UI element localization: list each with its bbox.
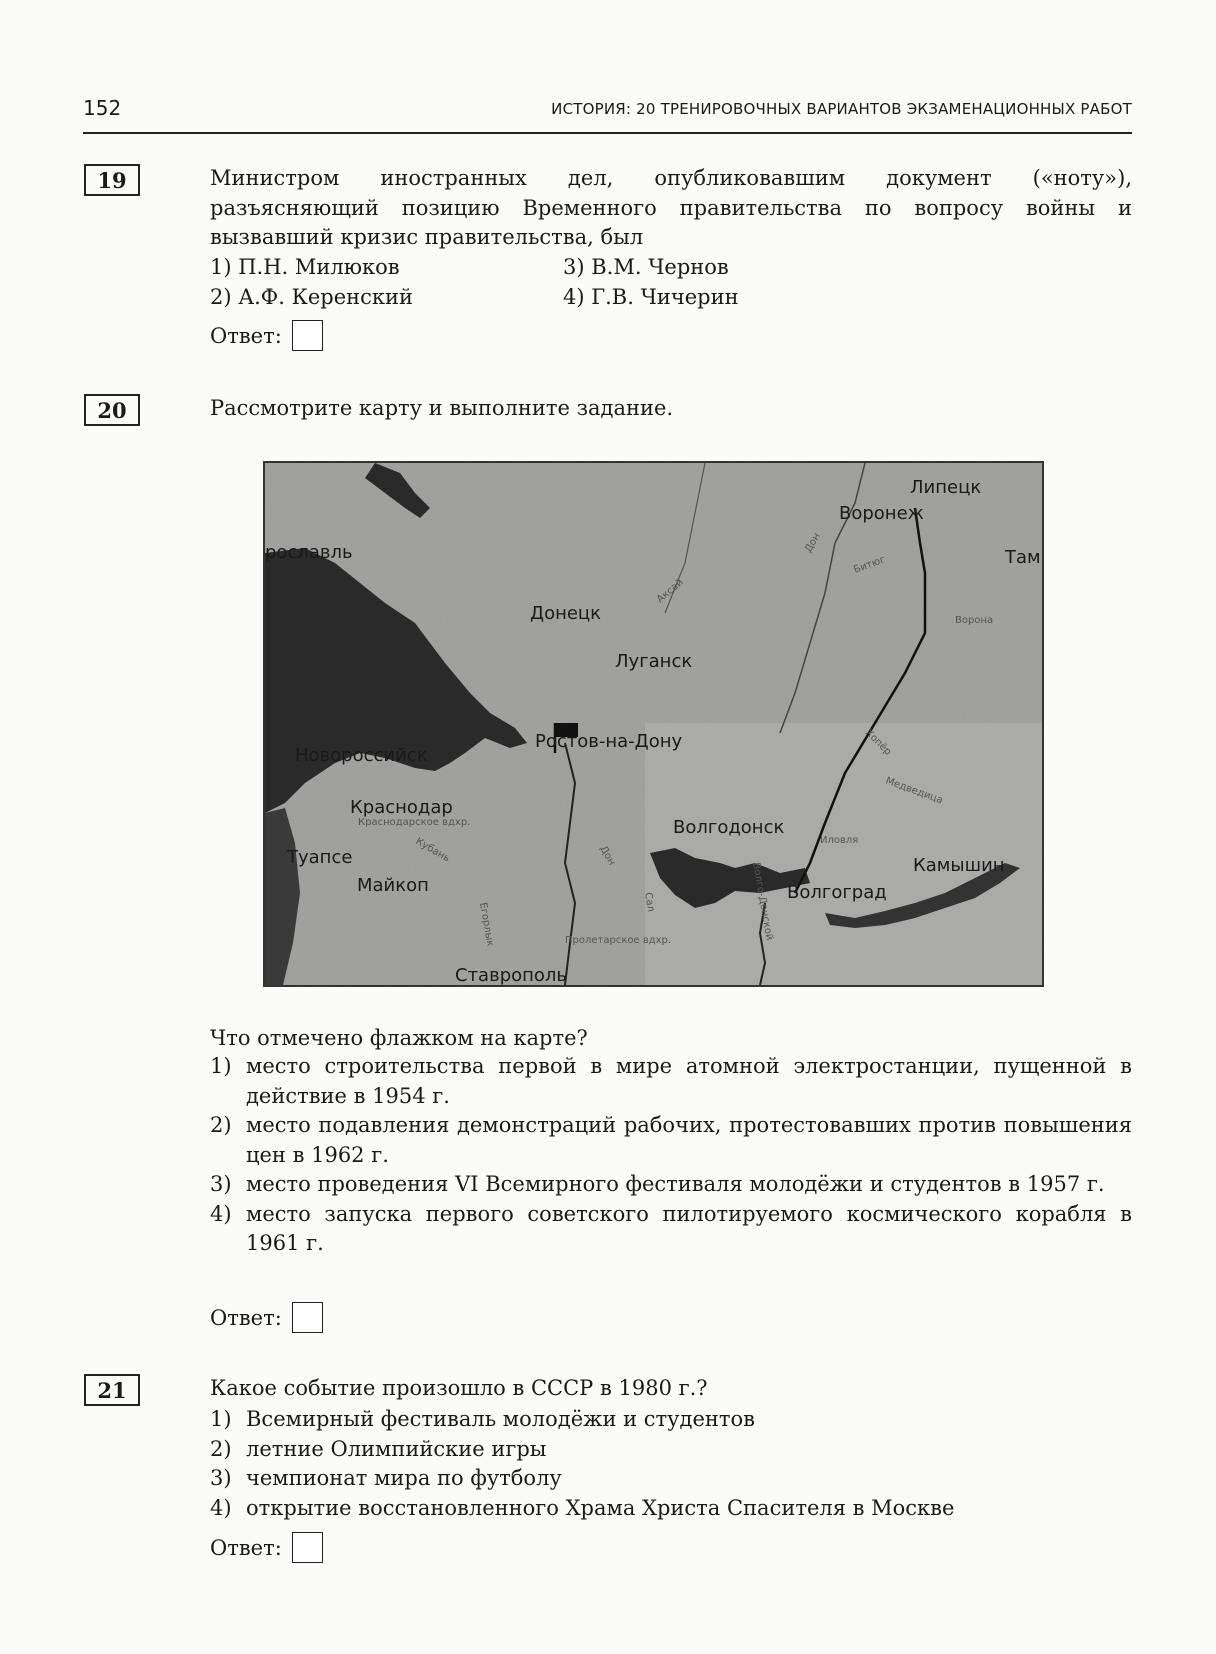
- city-volgodonsk: Волгодонск: [673, 817, 785, 838]
- city-voronezh: Воронеж: [839, 503, 924, 524]
- river-label: Пролетарское вдхр.: [565, 935, 672, 946]
- question-21-stem: Какое событие произошло в СССР в 1980 г.?: [210, 1376, 708, 1400]
- river-label: Егорлык: [477, 901, 496, 948]
- city-tambov: Там: [1005, 547, 1041, 568]
- question-19-options-left: [210, 253, 413, 312]
- question-20-question: Что отмечено флажком на карте?: [210, 1026, 588, 1050]
- q19-option-3: 3) В.М. Чернов: [563, 255, 729, 279]
- q20-option: 3) место проведения VI Всемирного фестиваля молодёжи и студентов в 1957 г.: [210, 1172, 1105, 1196]
- river-label: Хопёр: [862, 727, 894, 758]
- question-20-number: 20: [84, 394, 140, 426]
- q19-answer: [210, 320, 323, 351]
- river-label: Волго-Донской: [750, 861, 775, 942]
- question-20-instruction: Рассмотрите карту и выполните задание.: [210, 396, 674, 420]
- q21-option: 2) летние Олимпийские игры: [210, 1436, 547, 1461]
- q19-option-2: 2) А.Ф. Керенский: [210, 284, 414, 309]
- city-krasnodar: Краснодар: [350, 797, 453, 818]
- question-21-options: [210, 1405, 1132, 1523]
- river-label: Аксай: [654, 576, 686, 606]
- q21-option: 4) открытие восстановленного Храма Христа Спасителя в Москве: [210, 1495, 955, 1520]
- question-19-number: 19: [84, 164, 140, 196]
- river-label: Дон: [597, 844, 618, 868]
- city-maykop: Майкоп: [357, 875, 429, 896]
- city-donetsk: Донецк: [530, 603, 602, 624]
- river-label: Кубань: [413, 836, 452, 865]
- river-label: Сал: [642, 891, 657, 913]
- q19-answer-box[interactable]: [292, 320, 323, 351]
- question-19-options-right: [563, 253, 739, 312]
- question-21-number: 21: [84, 1374, 140, 1406]
- city-kamyshin: Камышин: [913, 855, 1005, 876]
- q21-answer-box[interactable]: [292, 1532, 323, 1563]
- river-label: Ворона: [955, 615, 994, 626]
- q21-answer: [210, 1532, 323, 1563]
- city-lipetsk: Липецк: [910, 477, 982, 498]
- answer-label: Ответ:: [210, 1535, 282, 1560]
- q19-option-4: 4) Г.В. Чичерин: [563, 284, 739, 309]
- city-rostov-on-don: Ростов-на-Дону: [535, 731, 683, 752]
- river-label: Краснодарское вдхр.: [358, 817, 471, 828]
- city-volgograd: Волгоград: [787, 882, 887, 903]
- river-label: Медведица: [883, 775, 945, 807]
- city-stavropol: Ставрополь: [455, 965, 568, 985]
- city-lugansk: Луганск: [615, 651, 693, 672]
- river-label: Дон: [803, 531, 823, 555]
- city-yaroslavl: рославль: [265, 542, 353, 563]
- q20-option: 4) место запуска первого советского пилотируемого космического корабля в 1961 г.: [210, 1201, 1132, 1255]
- question-20-options: [210, 1052, 1132, 1259]
- answer-label: Ответ:: [210, 323, 282, 348]
- river-label: Битюг: [852, 554, 887, 576]
- map-svg: [265, 463, 1042, 985]
- page-number: 152: [83, 96, 122, 120]
- q21-option: 1) Всемирный фестиваль молодёжи и студентов: [210, 1407, 755, 1431]
- page-header: [83, 92, 1132, 134]
- city-novorossiysk: Новороссийск: [295, 745, 428, 766]
- q20-option: 2) место подавления демонстраций рабочих, протестовавших против повышения цен в 1962 г.: [210, 1113, 1132, 1167]
- city-tuapse: Туапсе: [287, 847, 353, 868]
- q21-option: 3) чемпионат мира по футболу: [210, 1466, 562, 1490]
- q20-answer-box[interactable]: [292, 1302, 323, 1333]
- q19-option-1: 1) П.Н. Милюков: [210, 255, 400, 279]
- answer-label: Ответ:: [210, 1305, 282, 1330]
- historical-map: [263, 461, 1044, 987]
- river-label: Иловля: [820, 835, 859, 846]
- q20-answer: [210, 1302, 323, 1333]
- running-title: ИСТОРИЯ: 20 ТРЕНИРОВОЧНЫХ ВАРИАНТОВ ЭКЗАМЕНАЦИОННЫХ РАБОТ: [551, 100, 1132, 118]
- question-19-stem: Министром иностранных дел, опубликовавшим документ («ноту»), разъясняющий позицию Временного правительства по вопросу войны и вызвавший кризис правительства, был: [210, 166, 1132, 249]
- q20-option: 1) место строительства первой в мире атомной электростанции, пущенной в действие в 1954 г.: [210, 1054, 1132, 1108]
